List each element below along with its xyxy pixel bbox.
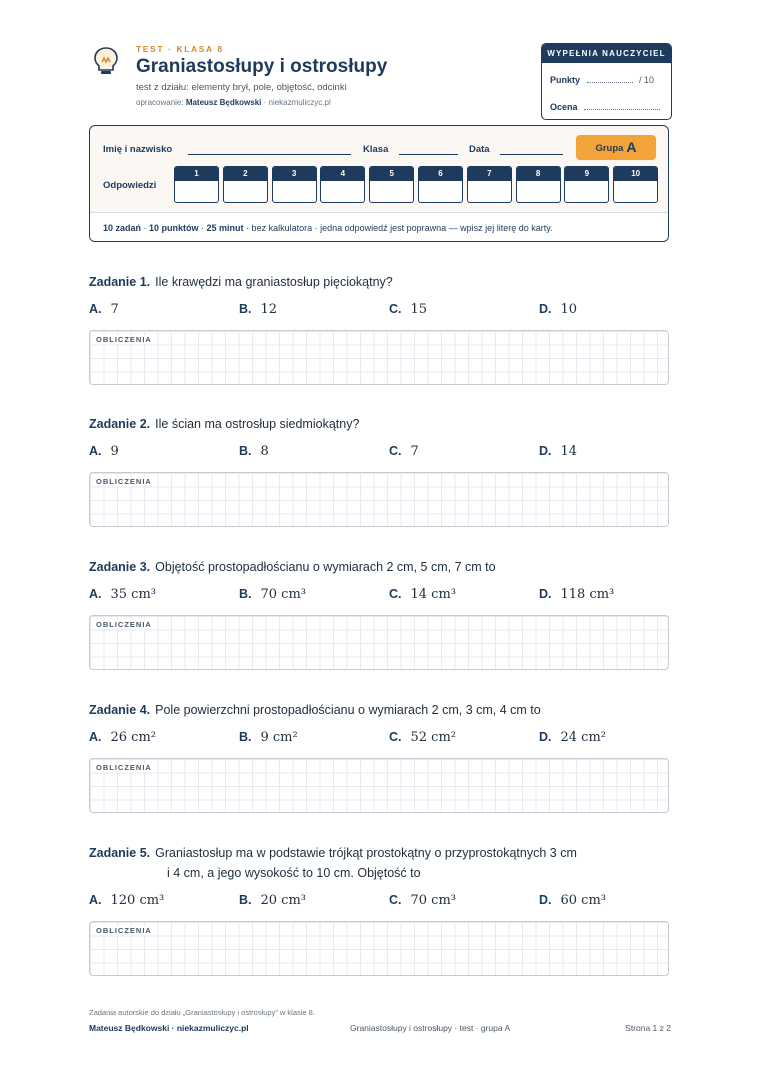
- class-label: Klasa: [363, 144, 389, 155]
- answer-options: [89, 729, 669, 749]
- task-text: Pole powierzchni prostopadłościanu o wymiarach 2 cm, 3 cm, 4 cm to: [155, 703, 541, 717]
- option-letter: B.: [239, 587, 252, 601]
- option-d: [539, 301, 577, 317]
- option-letter: A.: [89, 893, 102, 907]
- option-value: 26 cm²: [110, 730, 156, 745]
- calculation-area[interactable]: [89, 615, 669, 670]
- option-a: [89, 301, 119, 317]
- name-label: Imię i nazwisko: [103, 144, 173, 155]
- answer-box[interactable]: [467, 166, 512, 203]
- option-b: [239, 729, 298, 745]
- byline: opracowanie: Mateusz Będkowski · niekazmuliczyc.pl: [136, 98, 331, 107]
- calculation-label: OBLICZENIA: [96, 620, 156, 629]
- calculation-area[interactable]: [89, 921, 669, 976]
- date-label: Data: [469, 144, 490, 155]
- option-b: [239, 892, 306, 908]
- answer-box-number: 8: [517, 167, 560, 181]
- answer-box-number: 9: [565, 167, 608, 181]
- option-letter: D.: [539, 444, 552, 458]
- option-d: [539, 729, 606, 745]
- card-instructions: 10 zadań · 10 punktów · 25 minut · bez kalkulatora · jedna odpowiedź jest poprawna — wpisz jej literę do karty.: [90, 212, 668, 242]
- option-value: 70 cm³: [410, 893, 456, 908]
- task-question: [89, 700, 669, 720]
- points-field[interactable]: [587, 82, 633, 83]
- lightbulb-icon: [89, 44, 123, 78]
- teacher-box-heading: WYPEŁNIA NAUCZYCIEL: [542, 44, 671, 63]
- option-letter: C.: [389, 444, 402, 458]
- calculation-area[interactable]: [89, 472, 669, 527]
- task-1: [89, 272, 669, 344]
- answer-box[interactable]: [320, 166, 365, 203]
- option-letter: D.: [539, 730, 552, 744]
- option-letter: A.: [89, 730, 102, 744]
- task-2: [89, 414, 669, 486]
- points-label: Punkty: [550, 75, 581, 85]
- page-title: Graniastosłupy i ostrosłupy: [136, 56, 388, 77]
- option-value: 14 cm³: [410, 587, 456, 602]
- task-question: [89, 414, 669, 434]
- option-letter: C.: [389, 302, 402, 316]
- option-value: 15: [410, 302, 428, 317]
- task-label: Zadanie 3.: [89, 560, 151, 574]
- option-letter: A.: [89, 444, 102, 458]
- option-c: [389, 729, 456, 745]
- option-letter: B.: [239, 302, 252, 316]
- footer-author: Mateusz Będkowski · niekazmuliczyc.pl: [89, 1023, 249, 1033]
- group-letter: A: [626, 139, 637, 155]
- group-badge: Grupa A: [576, 135, 656, 160]
- option-b: [239, 301, 277, 317]
- option-value: 9: [110, 444, 119, 459]
- grade-row: [550, 102, 660, 112]
- option-letter: A.: [89, 587, 102, 601]
- option-a: [89, 892, 164, 908]
- option-value: 120 cm³: [110, 893, 165, 908]
- task-question: [89, 557, 669, 577]
- option-letter: B.: [239, 444, 252, 458]
- answer-box-number: 5: [370, 167, 413, 181]
- task-question: [89, 843, 669, 863]
- option-value: 20 cm³: [260, 893, 306, 908]
- option-value: 35 cm³: [110, 587, 156, 602]
- option-value: 14: [560, 444, 578, 459]
- calculation-label: OBLICZENIA: [96, 477, 156, 486]
- answer-box[interactable]: [223, 166, 268, 203]
- answer-box-number: 3: [273, 167, 316, 181]
- calculation-area[interactable]: [89, 758, 669, 813]
- task-label: Zadanie 2.: [89, 417, 151, 431]
- option-letter: A.: [89, 302, 102, 316]
- option-value: 7: [410, 444, 419, 459]
- option-d: [539, 892, 606, 908]
- task-text: Ile ścian ma ostrosłup siedmiokątny?: [155, 417, 360, 431]
- option-value: 9 cm²: [260, 730, 298, 745]
- option-value: 10: [560, 302, 578, 317]
- page-subtitle: test z działu: elementy brył, pole, objętość, odcinki: [136, 82, 347, 93]
- name-field[interactable]: [188, 154, 351, 155]
- task-text: Objętość prostopadłościanu o wymiarach 2 cm, 5 cm, 7 cm to: [155, 560, 496, 574]
- option-d: [539, 443, 577, 459]
- answer-box[interactable]: [418, 166, 463, 203]
- option-c: [389, 892, 456, 908]
- byline-author: Mateusz Będkowski: [185, 98, 262, 107]
- answer-box-number: 6: [419, 167, 462, 181]
- calculation-label: OBLICZENIA: [96, 763, 156, 772]
- option-c: [389, 586, 456, 602]
- calculation-area[interactable]: [89, 330, 669, 385]
- option-letter: C.: [389, 587, 402, 601]
- option-value: 60 cm³: [560, 893, 606, 908]
- points-max: / 10: [639, 75, 655, 85]
- option-letter: D.: [539, 587, 552, 601]
- task-text-continued: i 4 cm, a jego wysokość to 10 cm. Objętość to: [167, 866, 421, 880]
- task-question: [89, 272, 669, 292]
- option-b: [239, 443, 269, 459]
- option-value: 8: [260, 444, 269, 459]
- option-c: [389, 443, 419, 459]
- option-value: 24 cm²: [560, 730, 606, 745]
- option-value: 70 cm³: [260, 587, 306, 602]
- task-text: Graniastosłup ma w podstawie trójkąt prostokątny o przyprostokątnych 3 cm: [155, 846, 577, 860]
- page-header: [89, 40, 672, 120]
- grade-field[interactable]: [584, 109, 660, 110]
- answer-box-number: 7: [468, 167, 511, 181]
- option-d: [539, 586, 614, 602]
- answer-box[interactable]: [613, 166, 658, 203]
- option-letter: D.: [539, 302, 552, 316]
- test-kicker: TEST · KLASA 8: [136, 44, 224, 54]
- task-4: [89, 700, 669, 772]
- answer-box-number: 2: [224, 167, 267, 181]
- answer-box[interactable]: [564, 166, 609, 203]
- calculation-label: OBLICZENIA: [96, 926, 156, 935]
- answer-box[interactable]: [174, 166, 219, 203]
- footer-note: Zadania autorskie do działu „Graniastosłupy i ostrosłupy” w klasie 8.: [89, 1008, 315, 1017]
- option-b: [239, 586, 306, 602]
- answer-box[interactable]: [272, 166, 317, 203]
- option-a: [89, 586, 156, 602]
- task-3: [89, 557, 669, 629]
- student-card: [89, 125, 669, 242]
- answer-options: [89, 586, 669, 606]
- answer-options: [89, 301, 669, 321]
- points-row: [550, 75, 654, 85]
- option-letter: C.: [389, 730, 402, 744]
- option-value: 7: [110, 302, 119, 317]
- answers-label: Odpowiedzi: [103, 180, 157, 191]
- footer-document-info: Graniastosłupy i ostrosłupy · test · grupa A: [350, 1023, 511, 1033]
- answer-box-number: 1: [175, 167, 218, 181]
- answer-options: [89, 443, 669, 463]
- option-value: 12: [260, 302, 278, 317]
- option-c: [389, 301, 427, 317]
- task-text: Ile krawędzi ma graniastosłup pięciokątny?: [155, 275, 393, 289]
- grade-label: Ocena: [550, 102, 578, 112]
- answer-box[interactable]: [369, 166, 414, 203]
- option-letter: D.: [539, 893, 552, 907]
- class-field[interactable]: [399, 154, 458, 155]
- option-a: [89, 729, 156, 745]
- calculation-label: OBLICZENIA: [96, 335, 156, 344]
- answer-box[interactable]: [516, 166, 561, 203]
- task-5: [89, 843, 669, 935]
- option-value: 118 cm³: [560, 587, 615, 602]
- task-label: Zadanie 4.: [89, 703, 151, 717]
- answer-options: [89, 892, 669, 912]
- task-label: Zadanie 1.: [89, 275, 151, 289]
- answer-box-number: 10: [614, 167, 657, 181]
- option-letter: C.: [389, 893, 402, 907]
- task-label: Zadanie 5.: [89, 846, 151, 860]
- option-a: [89, 443, 119, 459]
- option-letter: B.: [239, 893, 252, 907]
- option-letter: B.: [239, 730, 252, 744]
- date-field[interactable]: [500, 154, 563, 155]
- page-number: Strona 1 z 2: [625, 1023, 671, 1033]
- answer-box-number: 4: [321, 167, 364, 181]
- option-value: 52 cm²: [410, 730, 456, 745]
- teacher-box: [541, 43, 672, 120]
